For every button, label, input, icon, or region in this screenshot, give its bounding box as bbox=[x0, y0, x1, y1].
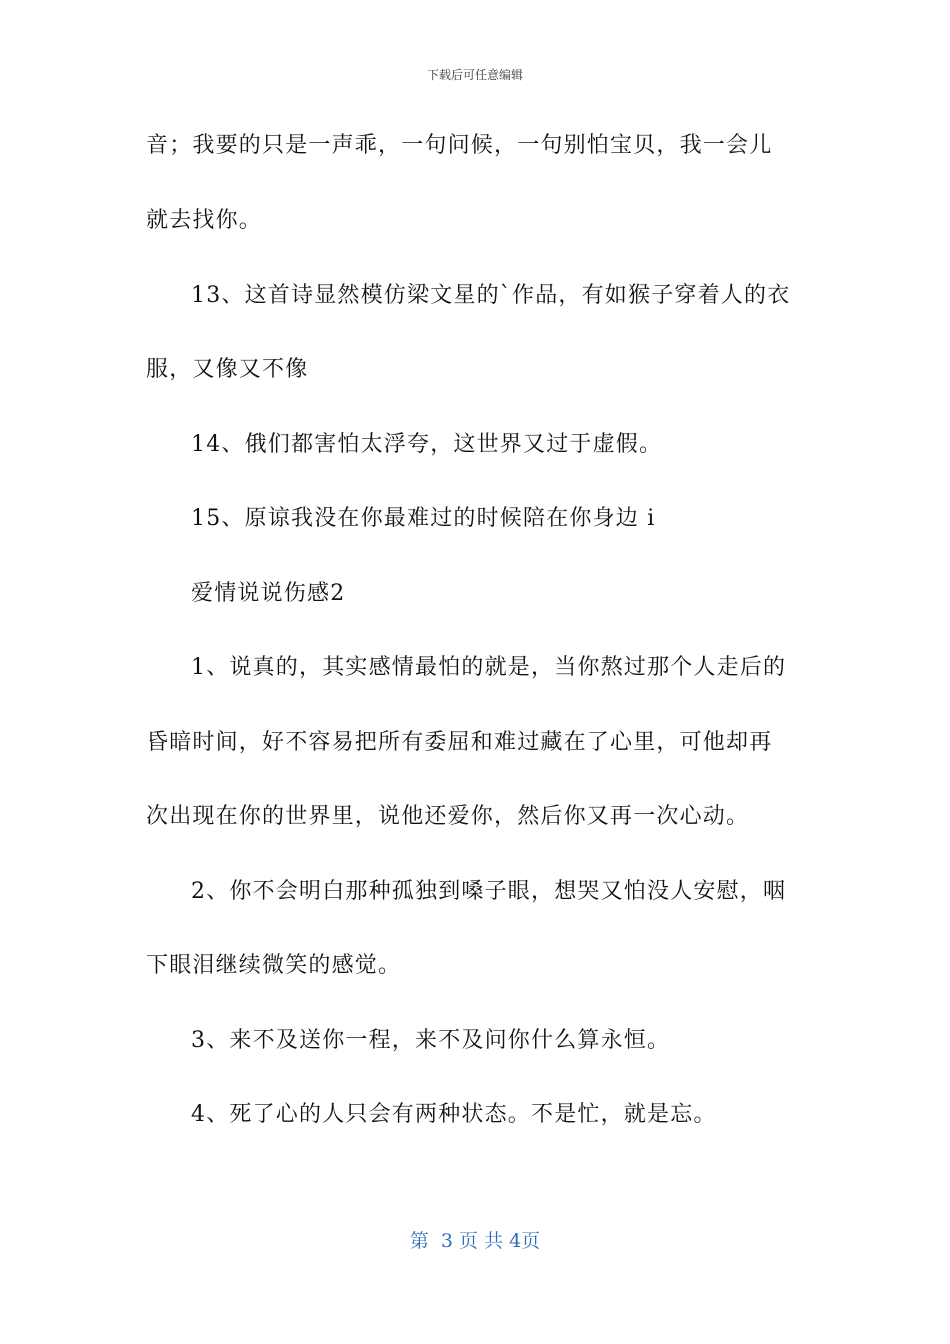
text-line: 昏暗时间，好不容易把所有委屈和难过藏在了心里，可他却再 bbox=[146, 730, 773, 755]
text-line: 1、说真的，其实感情最怕的就是，当你熬过那个人走后的 bbox=[191, 655, 787, 680]
text-line: 14、俄们都害怕太浮夸，这世界又过于虚假。 bbox=[191, 432, 663, 457]
text-line: 4、死了心的人只会有两种状态。不是忙，就是忘。 bbox=[191, 1102, 717, 1127]
page-header: 下载后可任意编辑 bbox=[426, 68, 523, 82]
text-line: 13、这首诗显然模仿梁文星的`作品，有如猴子穿着人的衣 bbox=[191, 283, 791, 308]
section-heading: 爱情说说伤感2 bbox=[191, 581, 346, 606]
text-line: 服，又像又不像 bbox=[146, 357, 309, 382]
text-line: 15、原谅我没在你最难过的时候陪在你身边 i bbox=[191, 506, 656, 531]
text-line: 就去找你。 bbox=[146, 208, 263, 233]
text-line: 下眼泪继续微笑的感觉。 bbox=[146, 953, 402, 978]
text-line: 次出现在你的世界里，说他还爱你，然后你又再一次心动。 bbox=[146, 804, 750, 829]
text-line: 音；我要的只是一声乖，一句问候，一句别怕宝贝，我一会儿 bbox=[146, 133, 773, 158]
text-line: 3、来不及送你一程，来不及问你什么算永恒。 bbox=[191, 1028, 671, 1053]
page-number-footer: 第 3 页 共 4页 bbox=[409, 1230, 541, 1252]
text-line: 2、你不会明白那种孤独到嗓子眼，想哭又怕没人安慰，咽 bbox=[191, 879, 787, 904]
